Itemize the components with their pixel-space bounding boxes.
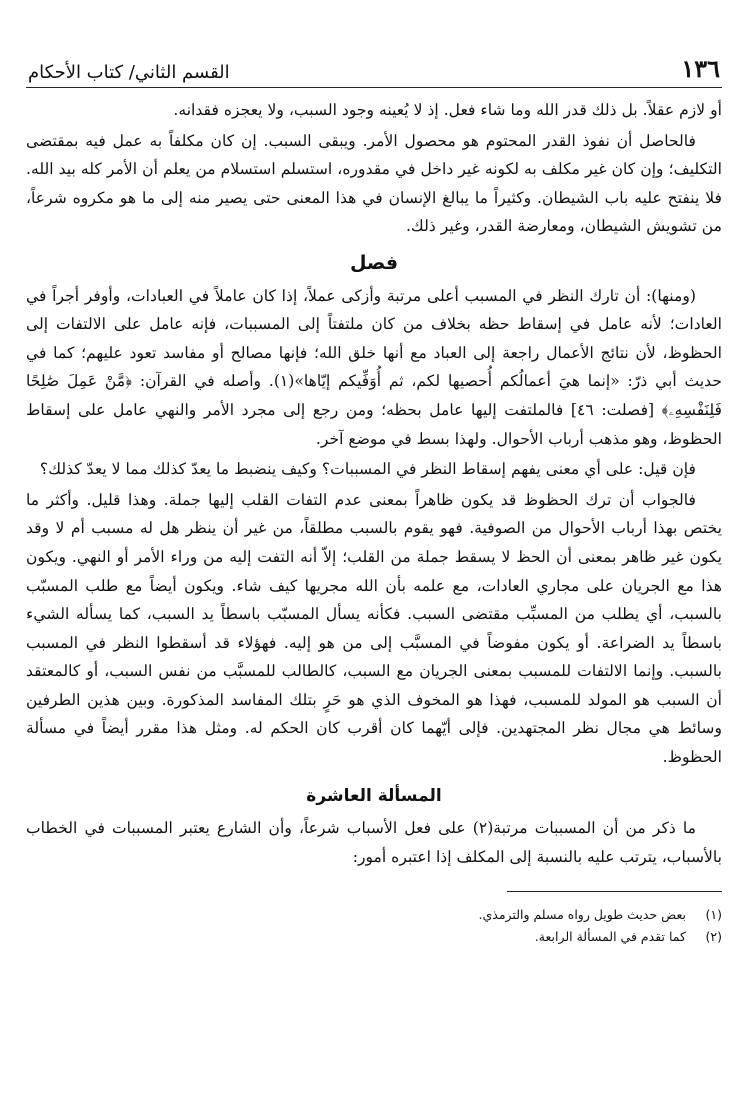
paragraph: فالحاصل أن نفوذ القدر المحتوم هو محصول الأمر. ويبقى السبب. إن كان مكلفاً به عمل فيه بمقتضى التكليف؛ وإن كان غير مكلف به لكونه غير داخل في مقدوره، استسلم استسلام من يعلم أن الأمر كله بيد الله. فلا ينفتح عليه باب الشيطان. وكثيراً ما يبالغ الإنسان في هذا المعنى حتى يصير منه إلى ما هو مكروه شرعاً، من تشويش الشيطان، ومعارضة القدر، وغير ذلك. [26,131,722,236]
masala-heading: المسألة العاشرة [306,785,442,806]
paragraph: فالجواب أن ترك الحظوظ قد يكون ظاهراً بمعنى عدم التفات القلب إليها جملة. وهذا قليل. وأكثر ما يختص بهذا أرباب الأحوال من الصوفية. فهو يقوم بالسبب مطلقاً، من غير أن ينظر هل له مسبب أم لا وقد يكون غير ظاهر بمعنى أن الحظ لا يسقط جملة من القلب؛ إلاّ أنه التفت إليه من وراء الأمر أو النهي. ويكون هذا مع الجريان على مجاري العادات، مع علمه بأن الله مجريها كيف شاء. ويكون أيضاً مع طلب المسبّب بالسبب، أي يطلب من المسبِّب مقتضى السبب. فكأنه يسأل المسبّب باسطاً يد السبب، كما يسأله الشيء باسطاً يد الضراعة. أو يكون مفوضاً في المسبَّب إلى من هو إليه. فهؤلاء قد أسقطوا النظر في المسبب بالسبب. وإنما الالتفات للمسبب بمعنى الجريان مع السبب، كالطالب للمسبَّب من نفس السبب، أو كالمعتقد أن السبب هو المولد للمسبب، فهذا هو المخوف الذي هو حَرٍ بتلك المفاسد المذكورة. وبين هذين الطرفين وسائط هي مجال نظر المجتهدين. فإلى أيّهما كان أقرب كان الحكم له. ومثل هذا مقرر أيضاً في مسألة الحظوظ. [26,490,722,767]
page-header [26,52,722,88]
footnote-number: (٢) [705,929,722,945]
book-page [26,52,722,1092]
page-body [26,96,722,871]
section-heading: فصل [349,251,399,274]
footnote [26,904,722,926]
footnote-divider [507,891,722,892]
footnote-text: بعض حديث طويل رواه مسلم والترمذي. [478,907,686,923]
footnote-number: (١) [705,907,722,923]
footnote-text: كما تقدم في المسألة الرابعة. [534,929,686,945]
paragraph: (ومنها): أن تارك النظر في المسبب أعلى مرتبة وأزكى عملاً، إذا كان عاملاً في العبادات، وأوفر أجراً في العادات؛ لأنه عامل في إسقاط حظه بخلاف من كان ملتفتاً إلى المسببات، فإنه عامل على الالتفات إلى الحظوظ، لأن نتائج الأعمال راجعة إلى العباد مع أنها خلق الله؛ فإنها مصالح أو مفاسد تعود عليهم؛ كما في حديث أبي ذرّ: «إنما هيَ أعمالُكم أُحصيها لكم، ثم أُوَفِّيكم إيّاها»(١). وأصله في القرآن: ﴿مَّنْ عَمِلَ صَٰلِحًا فَلِنَفْسِهِۦ﴾ [فصلت: ٤٦] فالملتفت إليها عامل بحظه؛ ومن رجع إلى مجرد الأمر والنهي عامل على إسقاط الحظوظ، وهو مذهب أرباب الأحوال. ولهذا بسط في موضع آخر. [26,286,722,448]
paragraph: ما ذكر من أن المسببات مرتبة(٢) على فعل الأسباب شرعاً، وأن الشارع يعتبر المسببات في الخطاب بالأسباب، يترتب عليه بالنسبة إلى المكلف إذا اعتبره أمور: [26,819,722,866]
footnotes [26,891,722,948]
paragraph: أو لازم عقلاً. بل ذلك قدر الله وما شاء فعل. إذ لا يُعينه وجود السبب، ولا يعجزه فقدانه. [173,101,722,119]
paragraph: فإن قيل: على أي معنى يفهم إسقاط النظر في المسببات؟ وكيف ينضبط ما يعدّ كذلك مما لا يعدّ كذلك؟ [39,460,696,479]
page-number: ١٣٦ [681,54,720,83]
footnote [26,926,722,948]
running-title: القسم الثاني/ كتاب الأحكام [28,62,230,83]
